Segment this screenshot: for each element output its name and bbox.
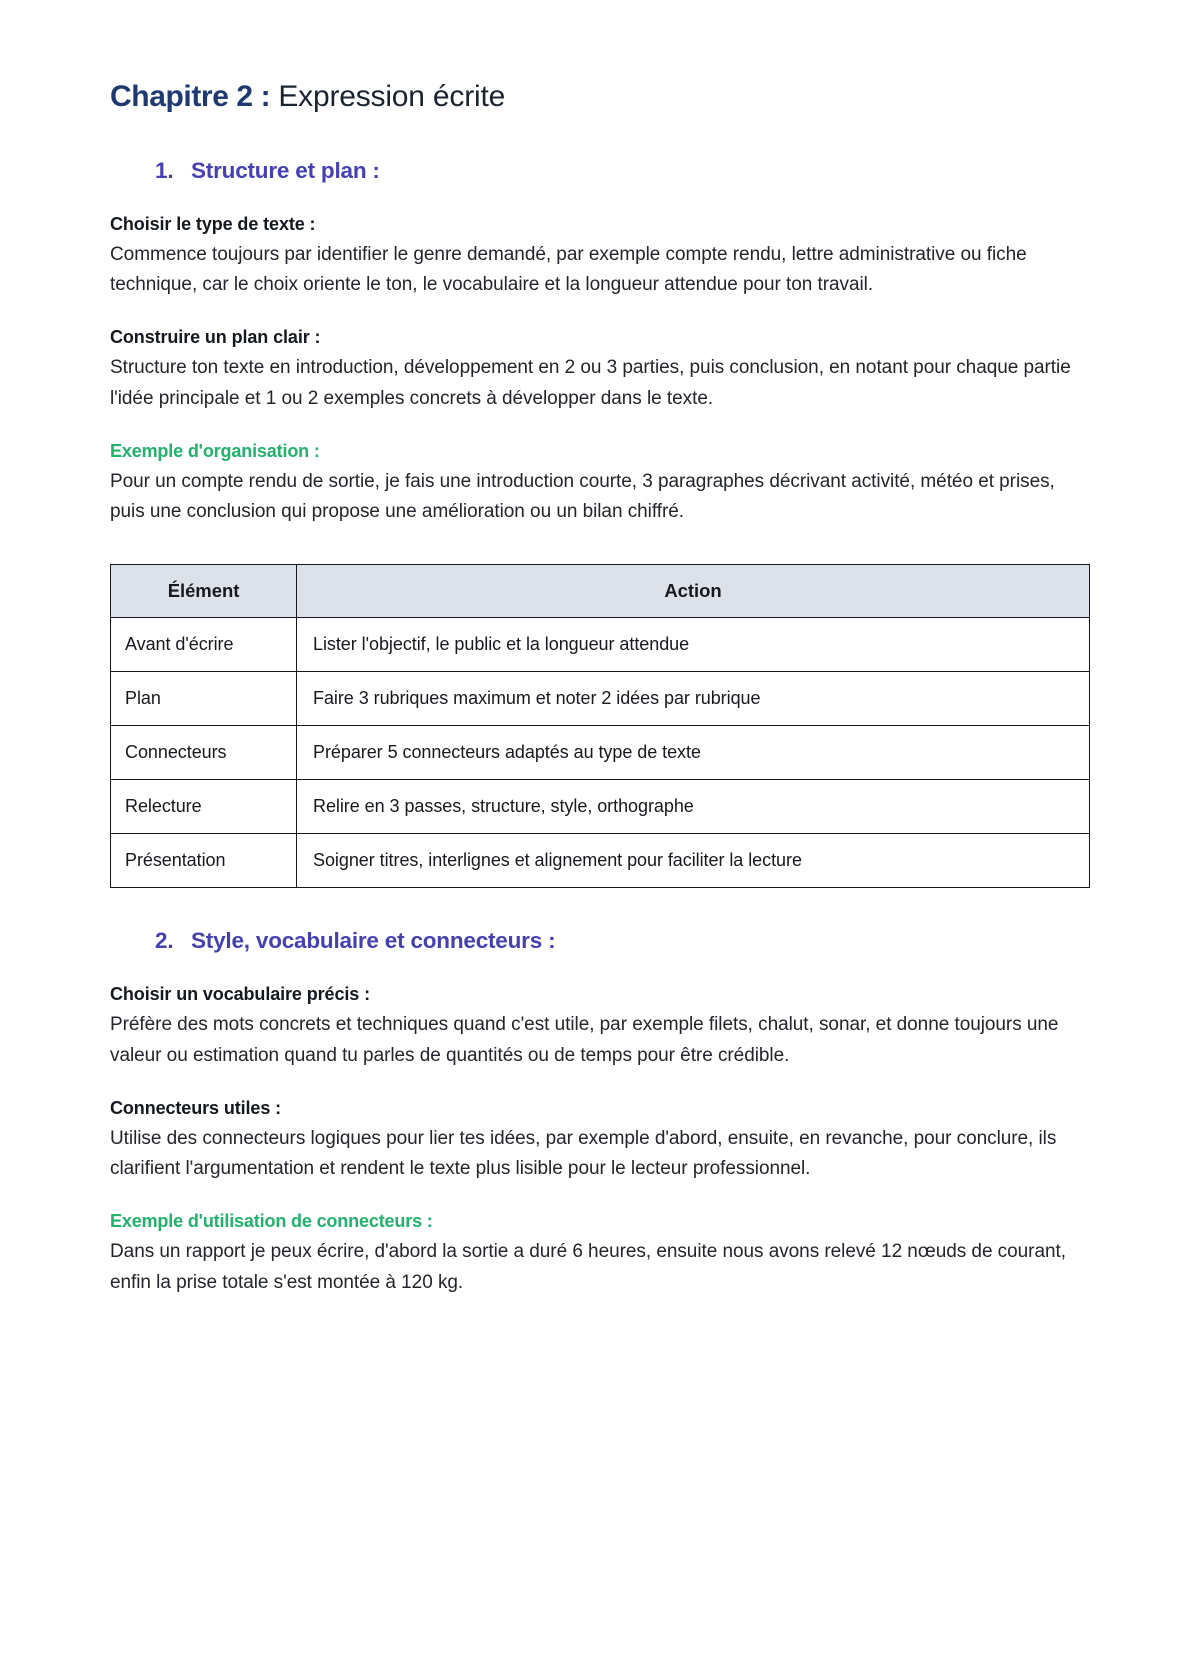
block-exemple-utilisation-connecteurs	[110, 1211, 1090, 1299]
sub-heading: Connecteurs utiles :	[110, 1097, 282, 1118]
body-paragraph: Structure ton texte en introduction, développement en 2 ou 3 parties, puis conclusion, en notant pour chaque partie l'idée principale et 1 ou 2 exemples concrets à développer dans le texte.	[110, 357, 1071, 409]
table-head	[111, 565, 1090, 618]
table-cell-action: Faire 3 rubriques maximum et noter 2 idées par rubrique	[297, 672, 1090, 726]
body-paragraph: Pour un compte rendu de sortie, je fais une introduction courte, 3 paragraphes décrivant activité, météo et prises, puis une conclusion qui propose une amélioration ou un bilan chiffré.	[110, 470, 1055, 523]
table-cell-action: Relire en 3 passes, structure, style, orthographe	[297, 780, 1090, 834]
section-2-heading	[110, 928, 1090, 954]
sub-heading: Construire un plan clair :	[110, 327, 321, 348]
table-header-action: Action	[297, 565, 1090, 618]
table-row	[111, 618, 1090, 672]
chapter-title-rest: Expression écrite	[270, 80, 506, 113]
table-cell-action: Soigner titres, interlignes et alignement pour faciliter la lecture	[297, 834, 1090, 888]
section-style-vocabulaire-connecteurs	[110, 928, 1090, 1299]
table-cell-element: Relecture	[111, 780, 297, 834]
body-paragraph: Commence toujours par identifier le genre demandé, par exemple compte rendu, lettre administrative ou fiche technique, car le choix oriente le ton, le vocabulaire et la longueur attendue pour ton travail.	[110, 243, 1027, 296]
body-paragraph: Utilise des connecteurs logiques pour lier tes idées, par exemple d'abord, ensuite, en revanche, pour conclure, ils clarifient l'argumentation et rendent le texte plus lisible pour le lecteur professionnel.	[110, 1127, 1057, 1180]
sub-heading: Choisir un vocabulaire précis :	[110, 984, 370, 1005]
element-action-table-wrapper	[110, 564, 1090, 888]
table-row	[111, 834, 1090, 888]
sub-heading-example: Exemple d'utilisation de connecteurs :	[110, 1211, 433, 1232]
table-cell-element: Connecteurs	[111, 726, 297, 780]
block-connecteurs-utiles	[110, 1098, 1090, 1186]
block-exemple-organisation	[110, 441, 1090, 529]
section-2-title: Style, vocabulaire et connecteurs :	[191, 928, 556, 954]
page-title	[110, 78, 1090, 116]
section-structure-et-plan	[110, 158, 1090, 889]
table-body	[111, 618, 1090, 888]
chapter-label: Chapitre 2 :	[110, 80, 271, 113]
table-cell-element: Avant d'écrire	[111, 618, 297, 672]
table-cell-element: Plan	[111, 672, 297, 726]
table-cell-action: Préparer 5 connecteurs adaptés au type de texte	[297, 726, 1090, 780]
table-cell-element: Présentation	[111, 834, 297, 888]
section-2-number: 2.	[155, 928, 174, 954]
table-row	[111, 672, 1090, 726]
block-choisir-vocabulaire-precis	[110, 984, 1090, 1072]
section-1-number: 1.	[155, 157, 174, 183]
table-header-row	[111, 565, 1090, 618]
sub-heading-example: Exemple d'organisation :	[110, 440, 320, 461]
section-1-title: Structure et plan :	[191, 157, 380, 183]
element-action-table	[110, 564, 1090, 888]
body-paragraph: Préfère des mots concrets et techniques quand c'est utile, par exemple filets, chalut, sonar, et donne toujours une valeur ou estimation quand tu parles de quantités ou de temps pour être crédible.	[110, 1014, 1059, 1066]
table-header-element: Élément	[111, 565, 297, 618]
block-choisir-type-de-texte	[110, 214, 1090, 302]
body-paragraph: Dans un rapport je peux écrire, d'abord la sortie a duré 6 heures, ensuite nous avons relevé 12 nœuds de courant, enfin la prise totale s'est montée à 120 kg.	[110, 1241, 1066, 1293]
sub-heading: Choisir le type de texte :	[110, 213, 316, 234]
block-construire-un-plan-clair	[110, 327, 1090, 415]
table-row	[111, 780, 1090, 834]
section-1-heading	[110, 158, 1090, 184]
table-row	[111, 726, 1090, 780]
table-cell-action: Lister l'objectif, le public et la longueur attendue	[297, 618, 1090, 672]
